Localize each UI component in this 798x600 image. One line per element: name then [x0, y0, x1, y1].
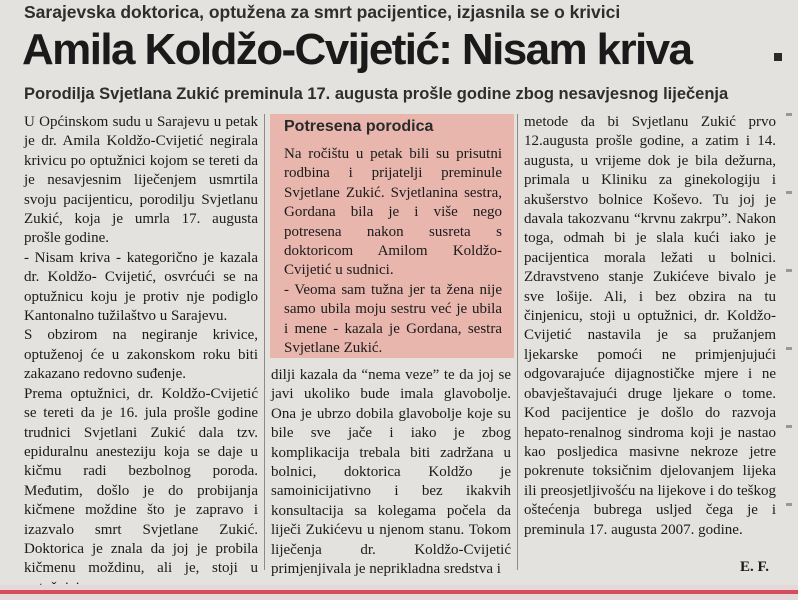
- article-byline: E. F.: [740, 559, 770, 575]
- margin-tick: [786, 503, 792, 506]
- article-headline: Amila Koldžo-Cvijetić: Nisam kriva: [22, 25, 692, 74]
- col1-paragraph-3: S obzirom na negiranje krivice, optuženoj će u zakonskom roku biti zakazano redovno suđenje.: [24, 327, 258, 383]
- sidebar-title: Potresena porodica: [284, 118, 434, 135]
- col3-paragraph-1: metode da bi Svjetlanu Zukić prvo 12.augusta prošle godine, a zatim i 14. augusta, u vrijeme dok je bila dežurna, primala u Kliniku za ginekologiju i akušerstvo bolnice Koševo. Tu joj je davala takozvanu “krvnu zakrpu”. Nakon toga, odmah bi je slala kući iako je pacijentica morala ležati u bolnici. Zdravstveno stanje Zukićeve bivalo je sve lošije. Ali, i bez obzira na tu činjenicu, stoji u optužnici, dr. Koldžo-Cvijetić nastavila je sa pružanjem ljekarske pomoći ne primjenjujući odgovarajuće dijagnostičke mjere i ne obavještavajući druge ljekare o tome. Kod pacijentice je došlo do razvoja hepato-renalnog sindroma koji je nastao kao posljedica masivne nekroze jetre pokrenute toksičnim djelovanjem lijeka ili preosjetljivošću na lijekove i do teškog oštećenja bubrega usljed čega je i preminula 17. augusta 2007. godine.: [524, 114, 776, 538]
- article-column-3: [524, 113, 776, 540]
- margin-tick: [786, 425, 792, 428]
- col2-paragraph-1: dilji kazala da “nema veze” te da joj se javi ukoliko bude imala glavobolje. Ona je ubrzo dobila glavobolje koje su bile sve jače i iako je zbog komplikacija trebala biti zadržana u bolnici, doktorica Koldžo je samoinicijativno i bez ikakvih konsultacija sa kolegama počela da liječi Zukićevu u njenom stanu. Tokom liječenja dr. Koldžo-Cvijetić primjenjivala je neprikladna sredstva i: [271, 367, 511, 578]
- headline-end-mark: [774, 53, 782, 61]
- sidebar-paragraph-1: Na ročištu u petak bili su prisutni rodbina i prijatelji preminule Svjetlane Zukić. Svjetlanina sestra, Gordana bila je i više nego potresena nakon susreta s doktoricom Amilom Koldžo-Cvijetić u sudnici.: [284, 146, 502, 279]
- right-margin-marks: [786, 113, 792, 583]
- article-kicker: Sarajevska doktorica, optužena za smrt pacijentice, izjasnila se o krivici: [24, 2, 621, 22]
- margin-tick: [786, 269, 792, 272]
- margin-tick: [786, 113, 792, 116]
- column-divider-2: [517, 114, 518, 570]
- col1-paragraph-1: U Općinskom sudu u Sarajevu u petak je dr. Amila Koldžo-Cvijetić negirala krivicu po optužnici kojom se tereti da je nesavjesnim liječenjem usmrtila svoju pacijenticu, porodilju Svjetlanu Zukić, koja je umrla 17. augusta prošle godine.: [24, 114, 258, 247]
- article-subheadline: Porodilja Svjetlana Zukić preminula 17. augusta prošle godine zbog nesavjesnog liječenja: [24, 85, 729, 103]
- margin-tick: [786, 347, 792, 350]
- sidebar-paragraph-2: - Veoma sam tužna jer ta žena nije samo ubila moju sestru već je ubila i mene - kazala je Gordana, sestra Svjetlane Zukić.: [284, 281, 502, 357]
- column-divider-1: [264, 114, 265, 570]
- sidebar-body: [284, 145, 502, 358]
- margin-tick: [786, 191, 792, 194]
- article-column-2: [271, 366, 511, 579]
- article-column-1: [24, 113, 258, 598]
- col1-paragraph-4: Prema optužnici, dr. Koldžo-Cvijetić se tereti da je 16. jula prošle godine trudnici Svjetlani Zukić dala tzv. epiduralnu anesteziju koja se daje u kičmu radi bezbolnog poroda. Međutim, došlo je do probijanja kičmene moždine što je zapravo i izazvalo smrt Svjetlane Zukić. Doktorica je znala da joj je probila kičmenu moždinu, ali je, stoji u: [24, 385, 258, 577]
- bottom-color-stripe: [0, 590, 798, 594]
- col1-paragraph-2: - Nisam kriva - kategorično je kazala dr. Koldžo- Cvijetić, osvrćući se na optužnicu koju je protiv nje podiglo Kantonalno tužilaštvo u Sarajevu.: [24, 249, 258, 325]
